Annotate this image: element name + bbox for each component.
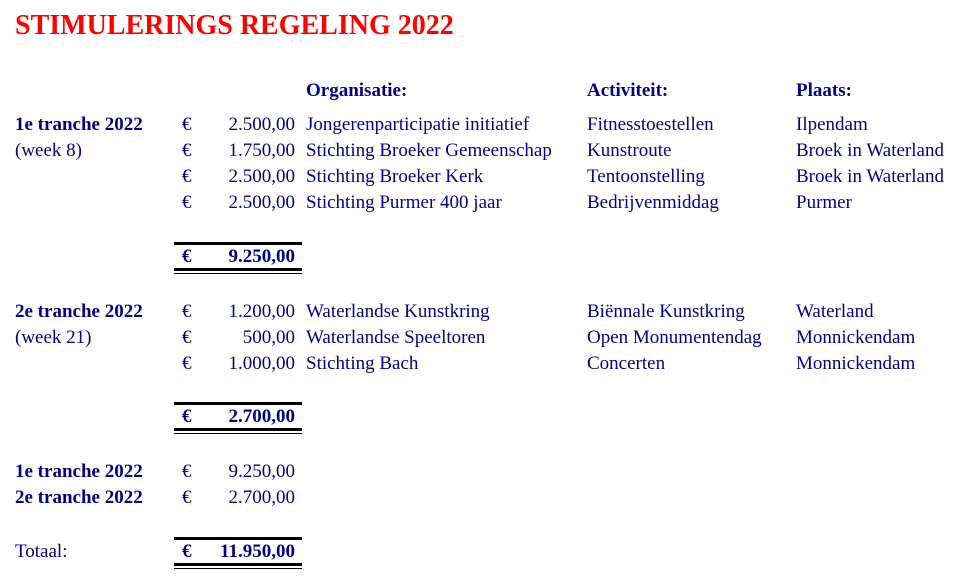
- activity-cell: Tentoonstelling: [587, 166, 705, 187]
- currency-symbol: €: [182, 114, 192, 135]
- currency-symbol: €: [182, 487, 192, 508]
- currency-symbol: €: [182, 192, 192, 213]
- activity-cell: Concerten: [587, 353, 666, 374]
- header-organisatie: Organisatie:: [306, 80, 408, 101]
- org-cell: Waterlandse Speeltoren: [306, 327, 486, 348]
- grand-total: 11.950,00: [220, 541, 295, 562]
- org-cell: Stichting Broeker Gemeenschap: [306, 140, 552, 161]
- subtotal-double-rule-bottom: [174, 273, 302, 274]
- tranche2-label: 2e tranche 2022: [15, 301, 143, 322]
- total-label: Totaal:: [15, 541, 68, 562]
- activity-cell: Bedrijvenmiddag: [587, 192, 719, 213]
- total-double-rule-top: [174, 563, 302, 566]
- currency-symbol: €: [182, 166, 192, 187]
- summary-amount: 9.250,00: [228, 461, 295, 482]
- tranche2-subtotal: 2.700,00: [228, 406, 295, 427]
- tranche2-week: (week 21): [15, 327, 92, 348]
- subtotal-top-rule: [174, 402, 302, 405]
- org-cell: Jongerenparticipatie initiatief: [306, 114, 530, 135]
- place-cell: Broek in Waterland: [796, 166, 944, 187]
- tranche1-subtotal: 9.250,00: [228, 246, 295, 267]
- org-cell: Stichting Purmer 400 jaar: [306, 192, 502, 213]
- amount-cell: 2.500,00: [228, 192, 295, 213]
- currency-symbol: €: [182, 327, 192, 348]
- activity-cell: Fitnesstoestellen: [587, 114, 714, 135]
- org-cell: Stichting Bach: [306, 353, 419, 374]
- amount-cell: 2.500,00: [228, 166, 295, 187]
- currency-symbol: €: [182, 301, 192, 322]
- summary-label: 2e tranche 2022: [15, 487, 143, 508]
- subtotal-double-rule-top: [174, 428, 302, 431]
- header-plaats: Plaats:: [796, 80, 852, 101]
- currency-symbol: €: [182, 406, 192, 427]
- amount-cell: 1.000,00: [228, 353, 295, 374]
- amount-cell: 1.750,00: [228, 140, 295, 161]
- place-cell: Waterland: [796, 301, 874, 322]
- place-cell: Purmer: [796, 192, 852, 213]
- tranche1-label: 1e tranche 2022: [15, 114, 143, 135]
- currency-symbol: €: [182, 246, 192, 267]
- currency-symbol: €: [182, 541, 192, 562]
- activity-cell: Kunstroute: [587, 140, 672, 161]
- subtotal-top-rule: [174, 242, 302, 245]
- org-cell: Waterlandse Kunstkring: [306, 301, 490, 322]
- summary-label: 1e tranche 2022: [15, 461, 143, 482]
- subtotal-double-rule-top: [174, 268, 302, 271]
- tranche1-week: (week 8): [15, 140, 82, 161]
- amount-cell: 2.500,00: [228, 114, 295, 135]
- place-cell: Monnickendam: [796, 353, 916, 374]
- total-double-rule-bottom: [174, 568, 302, 569]
- org-cell: Stichting Broeker Kerk: [306, 166, 484, 187]
- place-cell: Ilpendam: [796, 114, 868, 135]
- currency-symbol: €: [182, 461, 192, 482]
- activity-cell: Biënnale Kunstkring: [587, 301, 745, 322]
- header-activiteit: Activiteit:: [587, 80, 669, 101]
- place-cell: Broek in Waterland: [796, 140, 944, 161]
- total-top-rule: [174, 537, 302, 540]
- amount-cell: 500,00: [242, 327, 295, 348]
- currency-symbol: €: [182, 140, 192, 161]
- activity-cell: Open Monumentendag: [587, 327, 762, 348]
- currency-symbol: €: [182, 353, 192, 374]
- subtotal-double-rule-bottom: [174, 433, 302, 434]
- amount-cell: 1.200,00: [228, 301, 295, 322]
- page-title: STIMULERINGS REGELING 2022: [15, 10, 454, 41]
- summary-amount: 2.700,00: [228, 487, 295, 508]
- place-cell: Monnickendam: [796, 327, 916, 348]
